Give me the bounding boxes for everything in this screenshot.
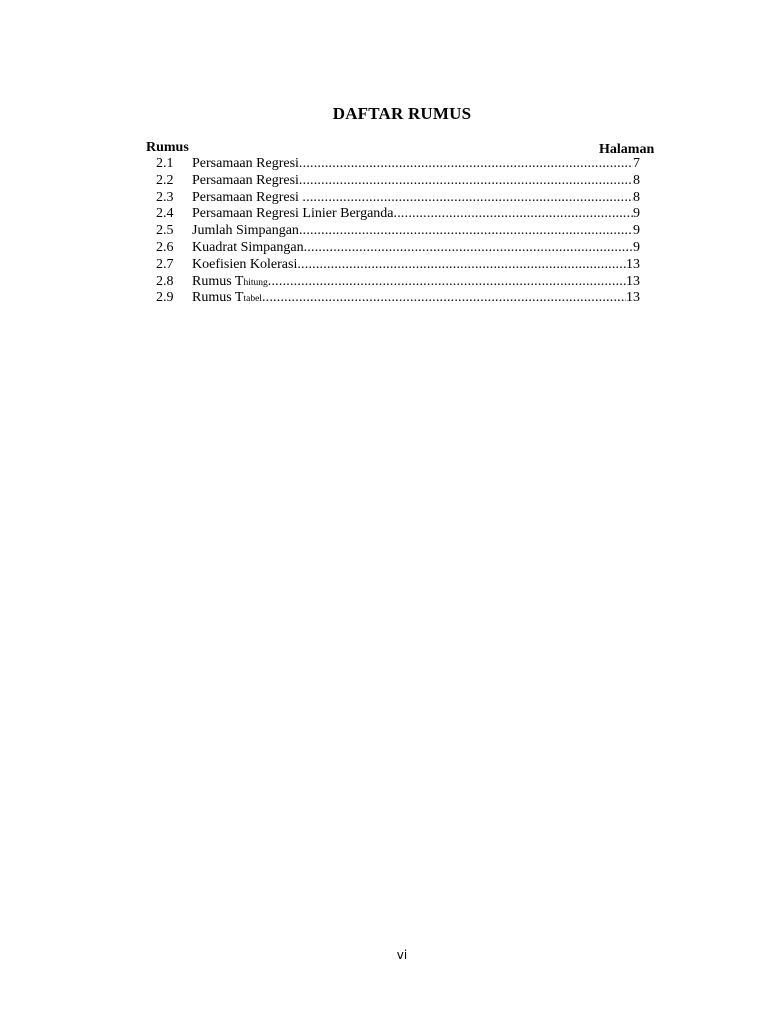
list-item <box>156 240 640 257</box>
list-item <box>156 206 640 223</box>
entry-label: Rumus Thitung <box>192 273 268 289</box>
dot-leader <box>299 223 633 240</box>
entry-number: 2.7 <box>156 256 174 272</box>
entry-body <box>192 240 640 258</box>
entry-label: Persamaan Regresi <box>192 189 303 205</box>
entry-label: Persamaan Regresi <box>192 172 299 188</box>
entry-page: 9 <box>633 239 640 255</box>
page-title: DAFTAR RUMUS <box>332 104 472 123</box>
entry-number: 2.1 <box>156 156 174 171</box>
list-item <box>156 290 640 307</box>
formula-list <box>156 156 640 307</box>
entry-page: 9 <box>633 223 640 239</box>
page-number: vi <box>396 948 408 962</box>
entry-number: 2.4 <box>156 206 174 222</box>
dot-leader <box>262 290 626 307</box>
entry-number: 2.3 <box>156 189 174 205</box>
entry-label: Jumlah Simpangan <box>192 223 299 239</box>
entry-number: 2.6 <box>156 239 174 255</box>
entry-number: 2.5 <box>156 223 174 239</box>
dot-leader <box>297 257 626 274</box>
entry-number: 2.2 <box>156 172 174 188</box>
entry-page: 7 <box>633 156 640 171</box>
entry-label: Kuadrat Simpangan <box>192 239 304 255</box>
entry-body <box>192 257 640 275</box>
list-item <box>156 274 640 291</box>
entry-body <box>192 290 640 308</box>
list-item <box>156 156 640 173</box>
entry-body <box>192 173 640 191</box>
entry-page: 9 <box>633 206 640 222</box>
entry-label: Persamaan Regresi Linier Berganda <box>192 206 394 222</box>
entry-page: 8 <box>633 172 640 188</box>
entry-number: 2.9 <box>156 290 174 306</box>
entry-page: 8 <box>633 189 640 205</box>
entry-page: 13 <box>626 256 640 272</box>
entry-page: 13 <box>626 273 640 289</box>
dot-leader <box>302 190 633 207</box>
list-item <box>156 223 640 240</box>
entry-body <box>192 223 640 241</box>
entry-label: Rumus Ttabel <box>192 290 262 306</box>
list-item <box>156 173 640 190</box>
dot-leader <box>268 274 626 291</box>
entry-body <box>192 190 640 208</box>
dot-leader <box>299 156 633 173</box>
dot-leader <box>299 173 633 190</box>
subscript-hitung: hitung <box>243 277 268 288</box>
entry-label: Koefisien Kolerasi <box>192 256 298 272</box>
column-header-rumus: Rumus <box>146 140 189 155</box>
entry-body <box>192 206 640 224</box>
entry-label: Persamaan Regresi <box>192 156 299 171</box>
column-header-halaman: Halaman <box>599 142 655 157</box>
list-item <box>156 257 640 274</box>
entry-page: 13 <box>626 290 640 306</box>
dot-leader <box>394 206 633 223</box>
entry-body <box>192 274 640 292</box>
entry-number: 2.8 <box>156 273 174 289</box>
entry-body <box>192 156 640 174</box>
subscript-tabel: tabel <box>243 294 262 305</box>
list-item <box>156 190 640 207</box>
dot-leader <box>304 240 633 257</box>
